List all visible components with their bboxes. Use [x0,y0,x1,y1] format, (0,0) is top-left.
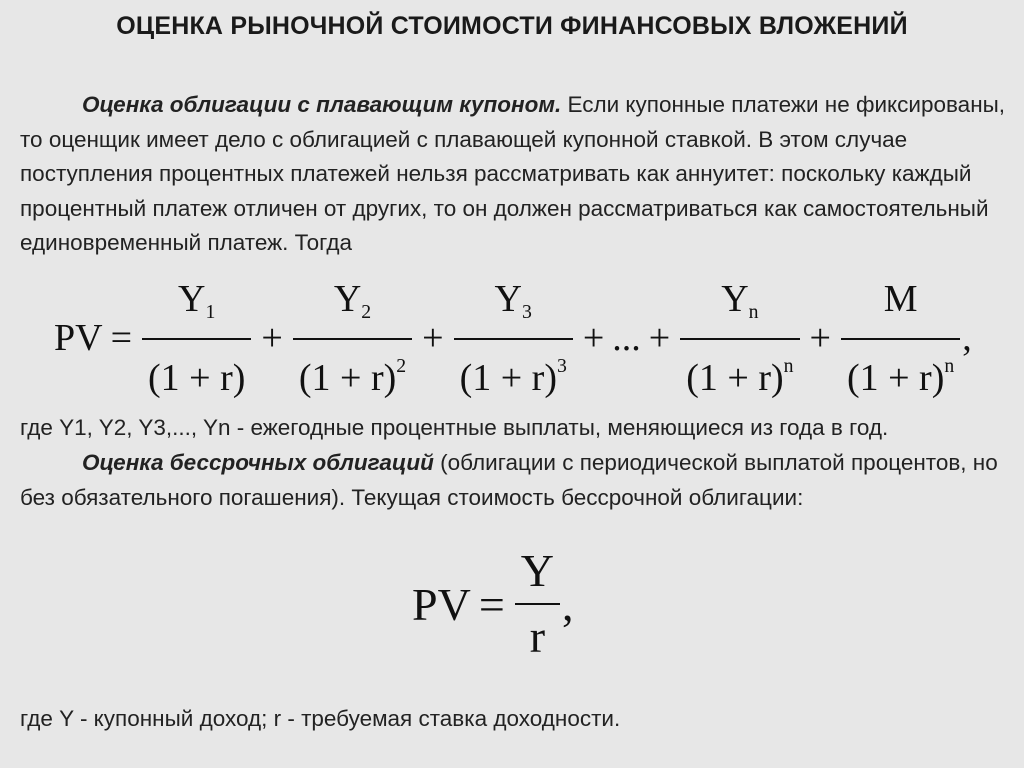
perpetual-bonds-heading: Оценка бессрочных облигаций [82,450,434,475]
term-numerator: Y [721,277,749,320]
term-fraction-2 [293,277,412,400]
plus-sign: + [261,317,283,359]
term-denominator: (1 + r) [686,356,784,399]
term-numerator: M [883,277,918,320]
term-numerator: Y [178,277,206,320]
formula-trailing-comma: , [562,578,574,630]
term-numerator: Y [494,277,522,320]
term-denominator-exponent: n [944,354,955,377]
term-numerator-subscript: 2 [361,300,372,323]
floating-coupon-text: Если купонные платежи не фиксированы, то оценщик имеет дело с облигацией с плавающей купонной ставкой. В этом случае поступления процентных платежей нельзя рассматривать как аннуитет: поскольку каждый процентный платеж отличен от других, то он должен рассматриваться как самостоятельный единовременный платеж. Тогда [20,92,1006,255]
plus-sign: + [648,317,671,359]
formula2-explanation: где Y - купонный доход; r - требуемая ставка доходности. [20,706,621,731]
term-numerator-subscript: n [748,300,759,323]
formula1-explanation: где Y1, Y2, Y3,..., Yn - ежегодные процентные выплаты, меняющиеся из года в год. [20,415,889,440]
term-denominator-exponent: 3 [556,354,567,377]
formula-trailing-comma: , [962,317,972,359]
term-denominator-exponent: 2 [396,354,407,377]
equals-sign: = [110,317,133,359]
slide-title: ОЦЕНКА РЫНОЧНОЙ СТОИМОСТИ ФИНАНСОВЫХ ВЛОЖЕНИЙ [116,12,908,40]
fraction-denominator: r [529,611,546,662]
term-numerator-subscript: 1 [205,300,216,323]
term-fraction-1 [142,277,251,400]
term-fraction-m [841,277,960,400]
term-numerator: Y [333,277,362,320]
term-fraction-n [680,277,799,400]
plus-sign: + [422,317,444,359]
plus-sign: + [582,317,605,359]
floating-coupon-heading: Оценка облигации с плавающим купоном. [82,92,562,117]
term-denominator-exponent: n [783,354,794,377]
fraction-numerator: Y [520,545,554,596]
term-denominator: (1 + r) [846,356,945,399]
term-fraction-3 [454,277,573,400]
paragraph-floating-coupon [20,88,1010,261]
floating-coupon-formula [54,277,972,399]
term-denominator: (1 + r) [148,356,246,399]
perpetual-bonds-text: (облигации с периодической выплатой процентов, но без обязательного погашения). Текущая стоимость бессрочной облигации: [20,450,998,510]
equals-sign: = [478,578,505,630]
formula-lhs: PV [412,578,471,630]
perpetual-bond-formula [412,538,574,670]
plus-sign: + [809,317,831,359]
term-numerator-subscript: 3 [522,300,532,323]
perpetual-fraction [515,543,560,665]
ellipsis: ... [612,317,641,359]
term-denominator: (1 + r) [459,356,557,399]
paragraph-perpetual-bonds [20,446,1010,515]
term-denominator: (1 + r) [298,356,397,399]
formula-lhs: PV [54,317,103,359]
